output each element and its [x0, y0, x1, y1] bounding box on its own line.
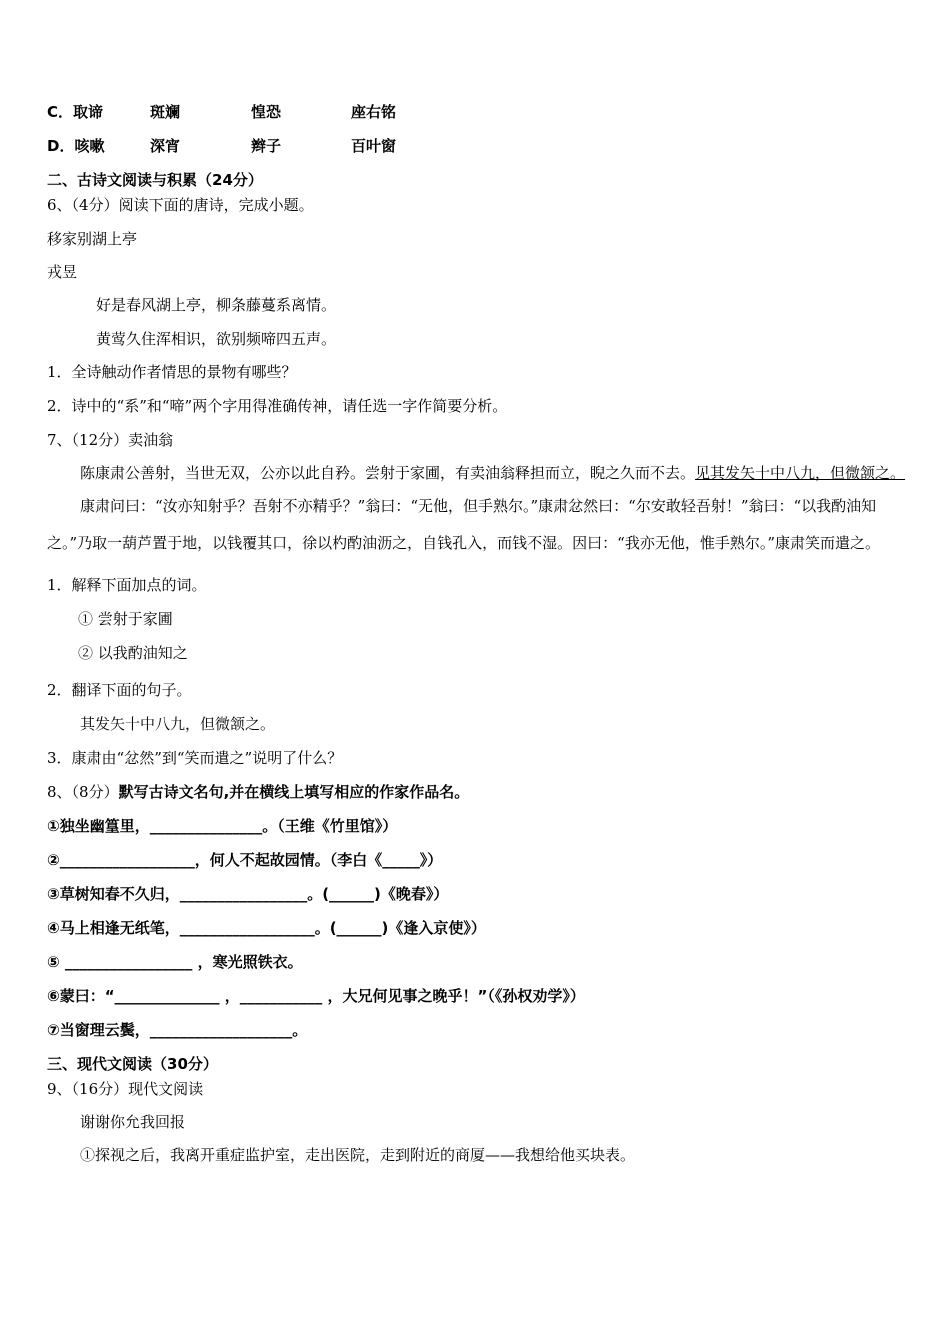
question-stem: 9、（16分）现代文阅读 [47, 1080, 204, 1098]
sub-item: ① 尝射于家圃 [78, 610, 173, 628]
sub-question: 3．康肃由“忿然”到“笑而遣之”说明了什么？ [47, 749, 343, 767]
section-heading: 三、现代文阅读（30分） [47, 1055, 218, 1073]
sub-question: 2．诗中的“系”和“啼”两个字用得准确传神，请任选一字作简要分析。 [47, 397, 508, 415]
fill-blank-item: ①独坐幽篁里，_______________。（王维《竹里馆》） [47, 817, 398, 835]
section-heading: 二、古诗文阅读与积累（24分） [47, 171, 263, 189]
option-word: 惶恐 [251, 103, 282, 121]
fill-blank-item: ⑤ _________________ ，寒光照铁衣。 [47, 953, 303, 971]
poem-author: 戎昱 [47, 263, 78, 281]
option-d [47, 136, 920, 156]
poem-line: 好是春风湖上亭，柳条藤蔓系离情。 [96, 296, 337, 314]
option-word: 百叶窗 [351, 137, 397, 155]
question-stem: 6、（4分）阅读下面的唐诗，完成小题。 [47, 196, 314, 214]
option-word: 辫子 [251, 137, 282, 155]
sub-question: 1．解释下面加点的词。 [47, 576, 207, 594]
fill-blank-item: ⑦当窗理云鬓，___________________。 [47, 1021, 308, 1039]
option-word: 深宵 [150, 137, 181, 155]
fill-blank-item: ④马上相逢无纸笔，__________________。(______)《逢入京使》） [47, 919, 486, 937]
poem-line: 黄莺久住浑相识，欲别频啼四五声。 [96, 330, 337, 348]
option-c [47, 102, 920, 122]
passage-paragraph: 康肃问曰：“汝亦知射乎？吾射不亦精乎？”翁曰：“无他，但手熟尔。”康肃忿然曰：“尔安敢轻吾射！”翁曰：“以我酌油知之。”乃取一葫芦置于地，以钱覆其口，徐以杓酌油沥之，自钱孔入，而钱不湿。因曰：“我亦无他，惟手熟尔。”康肃笑而遣之。 [47, 497, 881, 552]
option-word: 座右铭 [351, 103, 397, 121]
question-stem: 8、（8分）默写古诗文名句,并在横线上填写相应的作家作品名。 [47, 783, 470, 801]
fill-blank-item: ②__________________，何人不起故园情。（李白《_____》） [47, 851, 443, 869]
option-word: 斑斓 [150, 103, 181, 121]
question-stem: 7、（12分）卖油翁 [47, 431, 174, 449]
passage-paragraph: 陈康肃公善射，当世无双，公亦以此自矜。尝射于家圃，有卖油翁释担而立，睨之久而不去。见其发矢十中八九，但微颔之。 [80, 464, 906, 482]
fill-blank-item: ⑥蒙曰：“______________ ，___________ ，大兄何见事之晚乎！”（《孙权劝学》） [47, 987, 585, 1005]
passage-line: ①探视之后，我离开重症监护室，走出医院，走到附近的商厦——我想给他买块表。 [80, 1146, 636, 1164]
sub-question: 1．全诗触动作者情思的景物有哪些？ [47, 363, 297, 381]
sub-question: 2．翻译下面的句子。 [47, 681, 192, 699]
sub-item: 其发矢十中八九，但微颔之。 [80, 715, 276, 733]
option-word: D．咳嗽 [47, 137, 105, 155]
poem-title: 移家别湖上亭 [47, 230, 138, 248]
option-word: C．取谛 [47, 103, 104, 121]
article-title: 谢谢你允我回报 [80, 1113, 186, 1131]
sub-item: ② 以我酌油知之 [78, 644, 188, 662]
fill-blank-item: ③草树知春不久归，_________________。(______)《晚春》） [47, 885, 449, 903]
